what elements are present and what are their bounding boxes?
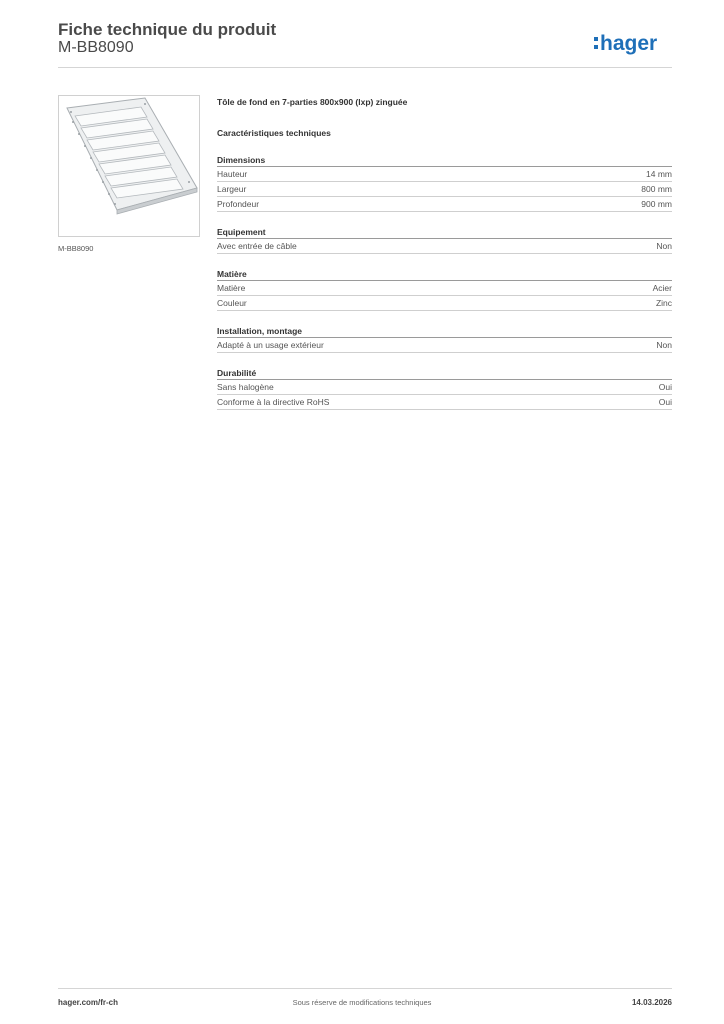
hager-logo (594, 28, 674, 56)
spec-label: Avec entrée de câble (217, 241, 297, 251)
footer-divider (58, 988, 672, 989)
section-title: Dimensions (217, 151, 672, 167)
product-reference: M-BB8090 (58, 39, 134, 56)
spec-row (217, 380, 672, 395)
spec-label: Profondeur (217, 199, 260, 209)
back-plate-illustration (59, 96, 199, 236)
spec-value: Non (656, 340, 672, 350)
spec-value: 800 mm (641, 184, 672, 194)
spec-value: Oui (658, 382, 672, 392)
spec-value: Acier (652, 283, 672, 293)
spec-label: Hauteur (217, 169, 248, 179)
spec-label: Conforme à la directive RoHS (217, 397, 330, 407)
svg-text:hager: hager (600, 32, 658, 55)
section-equipment (217, 223, 672, 254)
spec-row (217, 281, 672, 296)
page-title: Fiche technique du produit (58, 20, 277, 39)
section-title: Equipement (217, 223, 672, 239)
section-title: Durabilité (217, 364, 672, 380)
spec-value: Zinc (655, 298, 672, 308)
header-divider (58, 67, 672, 68)
spec-content (217, 95, 672, 410)
spec-row (217, 197, 672, 212)
spec-value: 14 mm (646, 169, 672, 179)
product-name: Tôle de fond en 7-parties 800x900 (lxp) zinguée (217, 97, 408, 107)
spec-row (217, 182, 672, 197)
spec-row (217, 239, 672, 254)
section-durability (217, 364, 672, 410)
spec-label: Sans halogène (217, 382, 274, 392)
spec-label: Largeur (217, 184, 247, 194)
section-material (217, 265, 672, 311)
spec-row (217, 167, 672, 182)
spec-label: Couleur (217, 298, 247, 308)
spec-value: Oui (658, 397, 672, 407)
image-caption: M-BB8090 (58, 244, 94, 253)
spec-row (217, 338, 672, 353)
tech-heading: Caractéristiques techniques (217, 128, 331, 138)
section-title: Installation, montage (217, 322, 672, 338)
product-image (58, 95, 200, 237)
footer-website-link[interactable]: hager.com/fr-ch (58, 998, 119, 1007)
spec-value: 900 mm (641, 199, 672, 209)
spec-label: Matière (217, 283, 246, 293)
spec-row (217, 296, 672, 311)
spec-row (217, 395, 672, 410)
section-dimensions (217, 151, 672, 212)
footer-date: 14.03.2026 (631, 998, 672, 1007)
footer-notice: Sous réserve de modifications techniques (292, 998, 432, 1007)
section-installation (217, 322, 672, 353)
section-title: Matière (217, 265, 672, 281)
spec-value: Non (656, 241, 672, 251)
spec-label: Adapté à un usage extérieur (217, 340, 324, 350)
